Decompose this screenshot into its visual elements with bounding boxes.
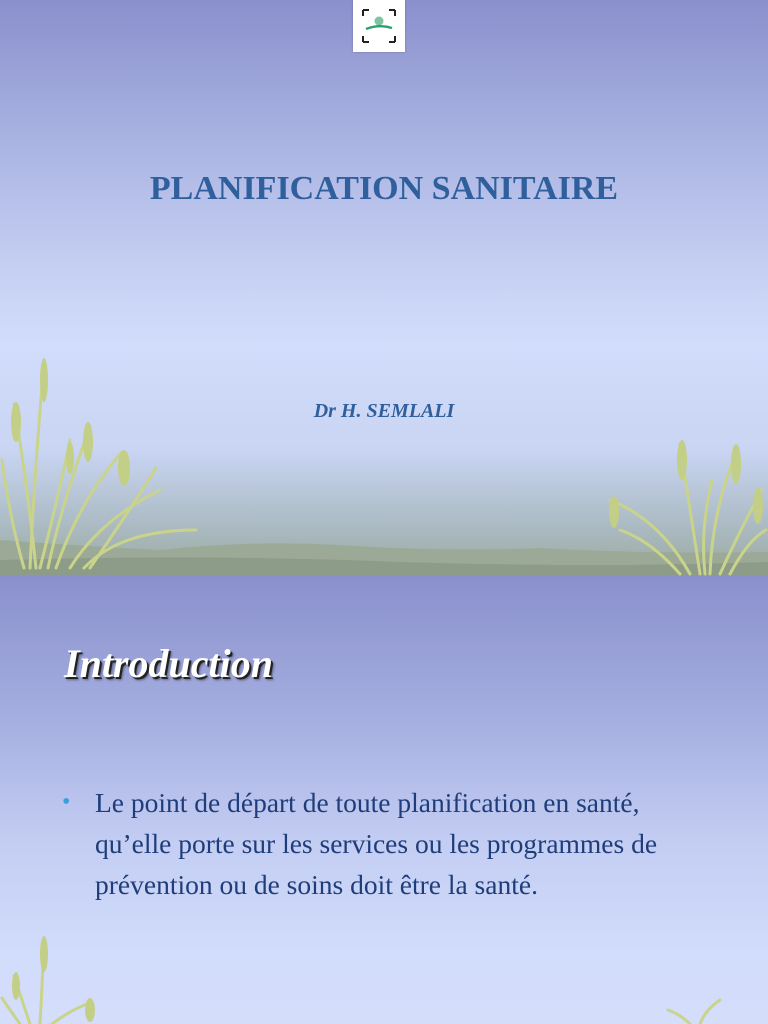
- slide-heading: Introduction: [64, 641, 273, 686]
- author-name: Dr H. SEMLALI: [313, 400, 455, 422]
- bullet-item: [62, 782, 712, 905]
- grass-decoration: [0, 930, 768, 1024]
- bullet-dot-icon: •: [62, 789, 71, 815]
- grass-landscape-illustration: [0, 340, 768, 576]
- bullet-list: [62, 782, 712, 905]
- bullet-text: Le point de départ de toute planification en santé, qu’elle porte sur les services ou les programmes de prévention ou de soins doit être la santé.: [95, 787, 658, 900]
- institution-logo-icon: [353, 0, 405, 52]
- slide-title: PLANIFICATION SANITAIRE: [149, 170, 619, 207]
